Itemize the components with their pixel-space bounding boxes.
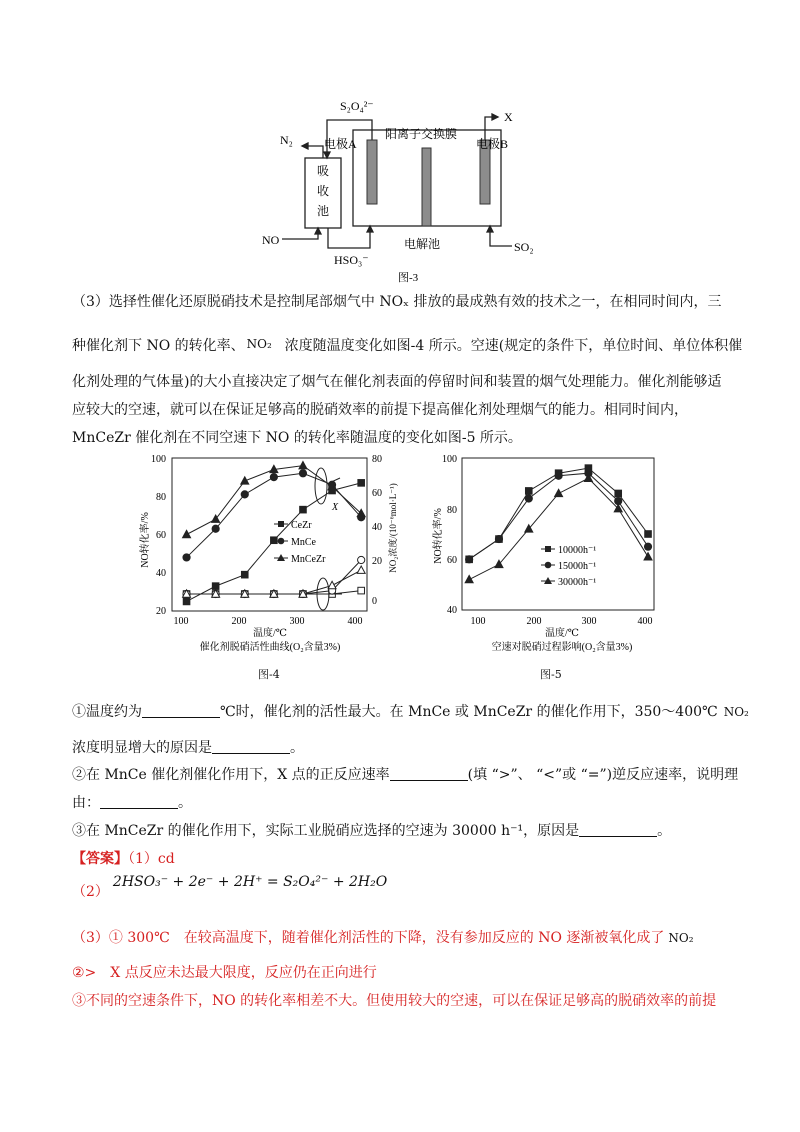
answer-3-2: ②> X 点反应未达最大限度，反应仍在正向进行 <box>72 965 377 981</box>
fig4-x-tick: 100 <box>173 616 189 627</box>
para3-line3: 化剂处理的气体量)的大小直接决定了烟气在催化剂表面的停留时间和装置的烟气处理能力。催化剂能够适 <box>72 374 722 390</box>
data-point <box>495 535 502 542</box>
fig4-yl-tick: 40 <box>156 568 166 579</box>
data-point <box>241 491 248 498</box>
fig4-yl-tick: 20 <box>156 606 166 617</box>
fig4-legend-cezr: CeZr <box>291 520 312 531</box>
fig4-yl-tick: 80 <box>156 492 166 503</box>
question-2-line1 <box>72 765 739 785</box>
fig4-yl-tick: 100 <box>151 454 166 465</box>
para3-line4: 应较大的空速，就可以在保证足够高的脱硝效率的前提下提高催化剂处理烟气的能力。相同时间内， <box>72 402 688 418</box>
data-point <box>555 472 562 479</box>
data-point <box>270 474 277 481</box>
cation-membrane <box>422 148 431 226</box>
fig4-yr-tick: 40 <box>372 522 382 533</box>
x-out-label: X <box>504 110 513 124</box>
q1-text-c: 浓度明显增大的原因是 <box>72 740 212 756</box>
fig5-x-tick: 400 <box>637 616 653 627</box>
hso3-label: HSO₃⁻ <box>334 253 369 267</box>
q1-text-b: ℃时，催化剂的活性最大。在 MnCe 或 MnCeZr 的催化作用下，350～400℃ <box>220 704 718 720</box>
fig4-ylabel-left: NO转化率/% <box>140 512 151 568</box>
data-point <box>466 556 473 563</box>
q1-text-a: ①温度约为 <box>72 704 142 720</box>
answer-label: 【答案】 <box>72 851 128 867</box>
para3-line2-pre: 种催化剂下 NO 的转化率、 <box>72 338 245 354</box>
data-point <box>644 553 652 560</box>
fig4-x-tick: 300 <box>289 616 305 627</box>
question-2-line2 <box>72 793 732 813</box>
fig4-plot-frame <box>172 458 367 611</box>
data-point <box>183 554 190 561</box>
fig4-yr-tick: 0 <box>372 596 377 607</box>
fig4-caption: 图-4 <box>258 668 280 681</box>
data-point <box>615 490 622 497</box>
q3-text-a: ③在 MnCeZr 的催化作用下，实际工业脱硝应选择的空速为 30000 h⁻¹，原因是 <box>72 823 580 839</box>
fig5-legend-2: 15000h⁻¹ <box>558 561 597 572</box>
fig5-x-tick: 100 <box>470 616 486 627</box>
data-point <box>212 583 219 590</box>
membrane-label: 阳离子交换膜 <box>385 127 458 141</box>
fig5-y-tick: 40 <box>447 605 457 616</box>
data-point <box>328 581 336 588</box>
fig4-yr-tick: 60 <box>372 488 382 499</box>
fig5-chart <box>430 448 670 660</box>
fig3-caption: 图-3 <box>398 272 419 284</box>
data-point <box>183 598 190 605</box>
data-point <box>525 495 532 502</box>
answer-line-3: （3）① 300℃ 在较高温度下，随着催化剂活性的下降，没有参加反应的 NO 逐渐被氧化成了 NO₂ <box>72 930 694 946</box>
data-point <box>358 587 365 594</box>
data-point <box>525 488 532 495</box>
fig5-ylabel: NO转化率/% <box>433 508 444 564</box>
answer-line-1 <box>72 849 732 869</box>
q1-blank-1 <box>142 703 220 718</box>
answer-3-3: ③不同的空速条件下，NO 的转化率相差不大。但使用较大的空速，可以在保证足够高的脱硝效率的前提 <box>72 993 717 1009</box>
fig5-y-tick: 60 <box>447 555 457 566</box>
answer-2-num: （2） <box>72 884 109 900</box>
q1-text-d: 。 <box>290 740 304 756</box>
answer-1: （1）cd <box>128 851 175 867</box>
fig4-xlabel: 温度/℃ <box>253 628 287 639</box>
fig4-legend-mnce: MnCe <box>291 537 316 548</box>
answer-3-1: （3）① 300℃ 在较高温度下，随着催化剂活性的下降，没有参加反应的 NO 逐渐被氧化成了 <box>72 930 665 946</box>
data-point <box>645 531 652 538</box>
answer-2-equation: 2HSO₃⁻ + 2e⁻ + 2H⁺ = S₂O₄²⁻ + 2H₂O <box>112 874 388 890</box>
data-point <box>465 575 473 582</box>
fig4-subtitle: 催化剂脱硝活性曲线(O₂含量3%) <box>199 642 341 653</box>
q2-text-a: ②在 MnCe 催化剂催化作用下，X 点的正反应速率 <box>72 767 390 783</box>
fig5-legend <box>541 545 596 588</box>
fig4-x-tick: 200 <box>231 616 247 627</box>
question-1-line2 <box>72 738 732 758</box>
fig5-subtitle: 空速对脱硝过程影响(O₂含量3%) <box>491 642 633 653</box>
data-point <box>183 530 191 537</box>
data-point <box>357 566 365 573</box>
data-point <box>555 489 563 496</box>
fig4-ellipse-top <box>315 468 327 504</box>
fig4-x-tick: 400 <box>347 616 363 627</box>
data-point <box>358 480 365 487</box>
data-point <box>271 537 278 544</box>
fig4-chart <box>130 448 400 660</box>
question-3-line <box>72 821 732 841</box>
data-point <box>299 461 307 468</box>
so2-label: SO₂ <box>514 240 534 254</box>
electrode-a-label: 电极A <box>324 137 357 151</box>
data-point <box>644 543 651 550</box>
fig4-yr-tick: 80 <box>372 454 382 465</box>
absorb-char-1: 吸 <box>317 164 330 178</box>
data-point <box>241 477 249 484</box>
electrode-b-label: 电极B <box>476 137 509 151</box>
q3-blank <box>579 822 657 837</box>
fig5-caption: 图-5 <box>540 668 562 681</box>
data-point <box>358 556 365 563</box>
fig5-y-tick: 80 <box>447 505 457 516</box>
absorb-char-2: 收 <box>317 184 330 198</box>
question-1-line1: ①温度约为 ℃时，催化剂的活性最大。在 MnCe 或 MnCeZr 的催化作用下，350～400℃ NO₂ <box>72 704 749 720</box>
q2-text-c: 由： <box>72 795 100 811</box>
fig5-y-tick: 100 <box>442 454 457 465</box>
fig4-legend <box>274 520 326 565</box>
answer-line-2 <box>72 872 732 900</box>
no-in-label: NO <box>262 233 280 247</box>
electrode-a <box>367 140 377 204</box>
para3-line2-post: 浓度随温度变化如图-4 所示。空速(规定的条件下，单位时间、单位体积催 <box>284 338 743 354</box>
fig4-legend-mncezr: MnCeZr <box>291 554 326 565</box>
q2-text-d: 。 <box>178 795 192 811</box>
data-point <box>299 470 306 477</box>
fig5-xlabel: 温度/℃ <box>545 628 579 639</box>
para3-line5: MnCeZr 催化剂在不同空速下 NO 的转化率随温度的变化如图-5 所示。 <box>72 430 522 446</box>
para3-line2: 种催化剂下 NO 的转化率、 NO₂ 浓度随温度变化如图-4 所示。空速(规定的条件下，单位时间、单位体积催 <box>72 337 743 354</box>
q2-blank-1 <box>390 766 468 781</box>
fig3-diagram <box>260 88 560 288</box>
electrolysis-label: 电解池 <box>404 237 441 251</box>
data-point <box>241 571 248 578</box>
fig5-legend-1: 10000h⁻¹ <box>558 545 597 556</box>
fig4-ylabel-right: NO₂浓度/(10⁻⁶mol·L⁻¹) <box>388 483 398 573</box>
fig5-legend-3: 30000h⁻¹ <box>558 577 597 588</box>
fig4-point-x: X <box>332 502 339 513</box>
absorb-char-3: 池 <box>317 204 330 218</box>
fig5-x-tick: 200 <box>526 616 542 627</box>
s2o4-label: S₂O₄²⁻ <box>340 99 374 113</box>
fig5-x-tick: 300 <box>581 616 597 627</box>
q2-blank-2 <box>100 794 178 809</box>
q1-blank-2 <box>212 739 290 754</box>
para3-line1: （3）选择性催化还原脱硝技术是控制尾部烟气中 NOₓ 排放的最成熟有效的技术之一，在相同时间内，三 <box>72 294 722 310</box>
n2-label: N₂ <box>280 133 293 147</box>
data-point <box>300 506 307 513</box>
fig4-yl-tick: 60 <box>156 530 166 541</box>
q3-text-b: 。 <box>657 823 672 839</box>
fig4-yr-tick: 20 <box>372 556 382 567</box>
data-point <box>212 525 219 532</box>
q2-text-b: (填 “>”、 “<”或 “=”)逆反应速率，说明理 <box>467 767 739 783</box>
